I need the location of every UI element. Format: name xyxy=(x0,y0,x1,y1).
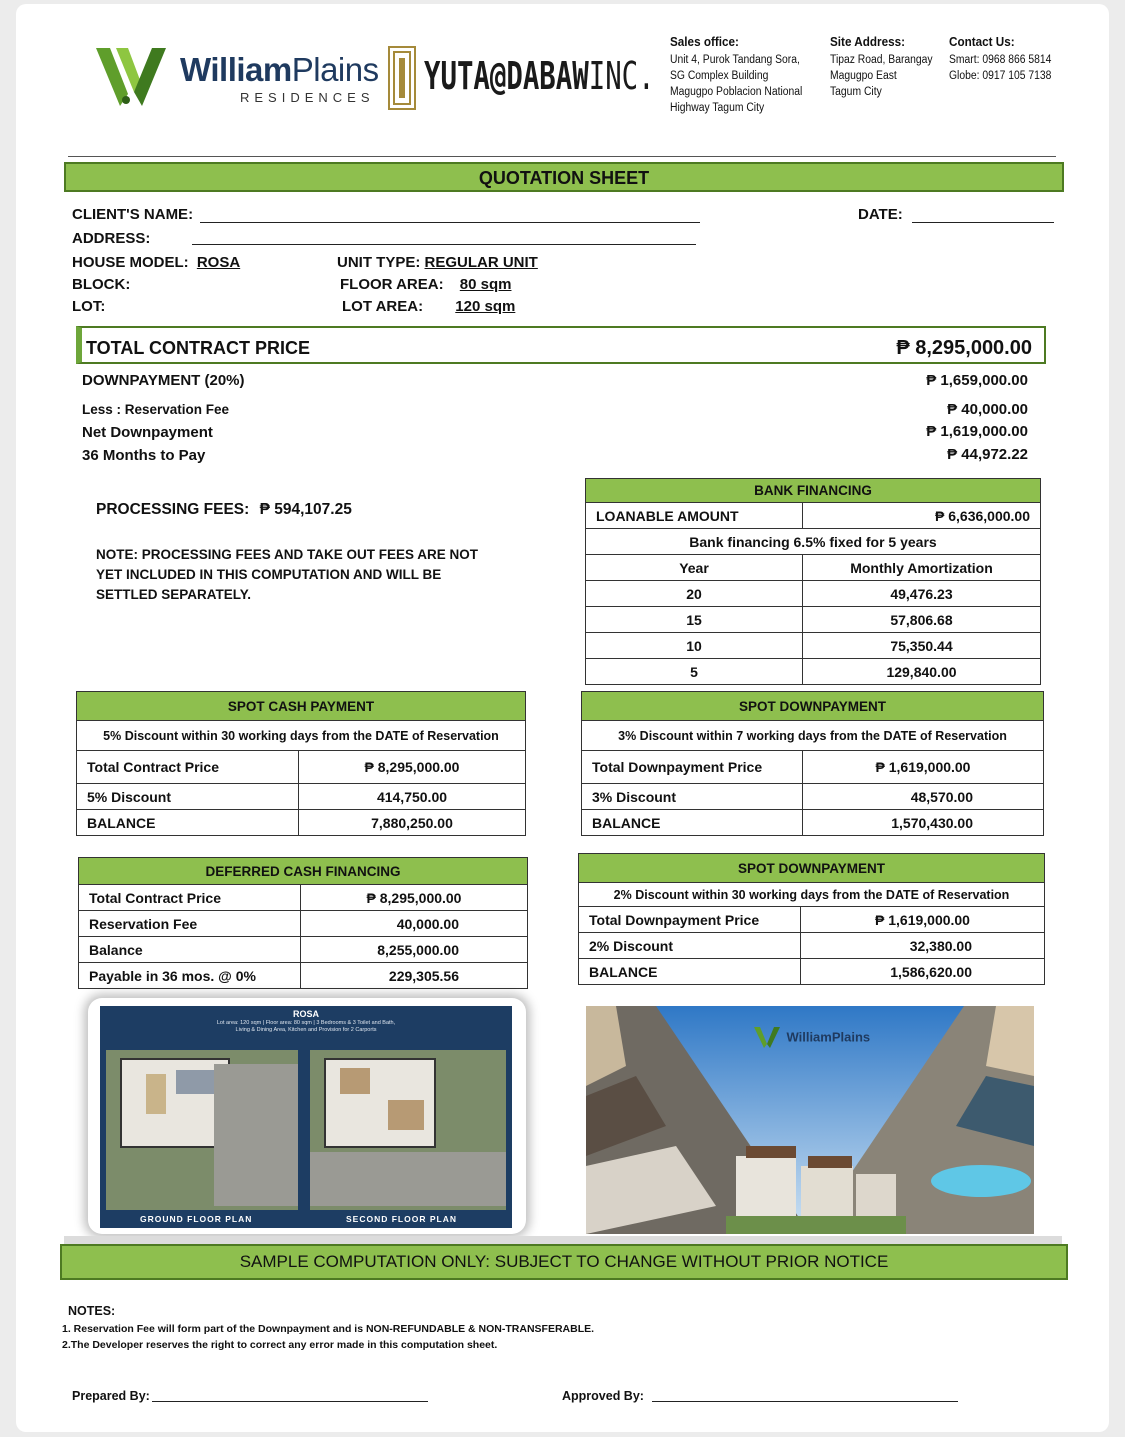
downpayment-value: ₱ 1,659,000.00 xyxy=(926,372,1028,389)
ground-floor-label: GROUND FLOOR PLAN xyxy=(140,1214,253,1224)
spot-cash-title: SPOT CASH PAYMENT xyxy=(77,692,526,721)
sales-title: Sales office: xyxy=(670,34,739,49)
note-item: 1. Reservation Fee will form part of the Downpayment and is NON-REFUNDABLE & NON-TRANSFERABLE. xyxy=(62,1323,595,1335)
lot-area-label: LOT AREA: xyxy=(342,298,424,315)
disclaimer-shadow xyxy=(64,1236,1062,1244)
note-item: 2.The Developer reserves the right to correct any error made in this computation sheet. xyxy=(62,1339,498,1351)
second-floor-plan xyxy=(310,1050,506,1210)
approved-by-label: Approved By: xyxy=(562,1389,644,1403)
col-monthly: Monthly Amortization xyxy=(803,555,1041,581)
address-field[interactable] xyxy=(192,228,696,245)
bed-shape xyxy=(388,1100,424,1130)
row-value: 1,570,430.00 xyxy=(803,810,1044,836)
table-row xyxy=(79,885,528,911)
table-row xyxy=(582,784,1044,810)
carport-ground xyxy=(214,1064,298,1206)
williamplains-logo xyxy=(96,44,176,108)
table-row xyxy=(579,933,1045,959)
floorplan-title: ROSA xyxy=(292,1009,319,1019)
spot-dp1-note: 3% Discount within 7 working days from the DATE of Reservation xyxy=(582,721,1044,751)
row-label: Total Downpayment Price xyxy=(579,907,801,933)
promo-logo xyxy=(754,1026,870,1048)
table-row xyxy=(579,959,1045,985)
address-label: ADDRESS: xyxy=(72,230,151,247)
row-label: BALANCE xyxy=(77,810,299,836)
sales-line: Magugpo Poblacion National xyxy=(670,86,803,98)
carport-second xyxy=(310,1152,506,1206)
row-value: 7,880,250.00 xyxy=(299,810,526,836)
title-top-rule xyxy=(68,156,1056,157)
table-row xyxy=(586,659,1041,685)
contact-line: Globe: 0917 105 7138 xyxy=(949,70,1052,82)
client-name-label: CLIENT'S NAME: xyxy=(72,206,194,223)
row-value: 1,586,620.00 xyxy=(801,959,1045,985)
loanable-value: ₱ 6,636,000.00 xyxy=(803,503,1041,529)
bank-financing-table xyxy=(585,478,1041,685)
unit-type-label: UNIT TYPE: xyxy=(337,254,421,271)
row-year: 5 xyxy=(586,659,803,685)
contact-title: Contact Us: xyxy=(949,34,1015,49)
site-title: Site Address: xyxy=(830,34,905,49)
partner-suffix: INC. xyxy=(588,54,655,98)
sales-line: SG Complex Building xyxy=(670,70,769,82)
house-model-label: HOUSE MODEL: xyxy=(72,254,189,271)
sales-line: Highway Tagum City xyxy=(670,102,765,114)
partner-main: YUTA@DABAW xyxy=(424,54,589,98)
table-row xyxy=(77,810,526,836)
caption-line: Lot area: 120 sqm | Floor area: 80 sqm | 3 Bedrooms & 3 Toilet and Bath, xyxy=(216,1020,396,1026)
net-dp-value: ₱ 1,619,000.00 xyxy=(926,423,1028,440)
rate-note: Bank financing 6.5% fixed for 5 years xyxy=(586,529,1041,555)
caption-line: Living & Dining Area, Kitchen and Provision for 2 Carports xyxy=(235,1027,377,1033)
date-field[interactable] xyxy=(912,206,1054,223)
row-label: 3% Discount xyxy=(582,784,803,810)
second-floor-label: SECOND FLOOR PLAN xyxy=(346,1214,457,1224)
prepared-by-field[interactable] xyxy=(152,1388,428,1402)
row-label: 5% Discount xyxy=(77,784,299,810)
house-model-value: ROSA xyxy=(196,254,241,271)
row-year: 10 xyxy=(586,633,803,659)
lot-label: LOT: xyxy=(72,298,106,315)
row-value: ₱ 1,619,000.00 xyxy=(801,907,1045,933)
site-line: Magugpo East xyxy=(830,70,897,82)
sofa-shape xyxy=(176,1070,216,1094)
floor-plan-panel xyxy=(100,1006,512,1228)
row-label: 2% Discount xyxy=(579,933,801,959)
months-label: 36 Months to Pay xyxy=(82,447,206,464)
row-value: 229,305.56 xyxy=(301,963,528,989)
row-value: 414,750.00 xyxy=(299,784,526,810)
note-line: NOTE: PROCESSING FEES AND TAKE OUT FEES ARE NOT xyxy=(96,547,479,562)
table-row xyxy=(582,810,1044,836)
site-line: Tagum City xyxy=(830,86,882,98)
sales-office xyxy=(670,34,802,116)
deferred-title: DEFERRED CASH FINANCING xyxy=(79,858,528,885)
dining-table xyxy=(146,1074,166,1114)
row-amount: 49,476.23 xyxy=(803,581,1041,607)
table-row xyxy=(79,937,528,963)
lot-area-value: 120 sqm xyxy=(455,298,516,315)
row-value: ₱ 8,295,000.00 xyxy=(299,751,526,784)
spot-downpayment-3pct-table xyxy=(581,691,1044,836)
brand-tagline: RESIDENCES xyxy=(240,90,375,105)
processing-note xyxy=(96,545,478,605)
col-year: Year xyxy=(586,555,803,581)
floorplan-caption xyxy=(100,1020,512,1034)
unit-type-value: REGULAR UNIT xyxy=(424,254,538,271)
spot-cash-note: 5% Discount within 30 working days from the DATE of Reservation xyxy=(77,721,526,751)
approved-by-field[interactable] xyxy=(652,1388,958,1402)
row-value: 48,570.00 xyxy=(803,784,1044,810)
promo-logo-text: WilliamPlains xyxy=(786,1029,871,1045)
table-row xyxy=(582,751,1044,784)
row-year: 15 xyxy=(586,607,803,633)
table-row xyxy=(579,907,1045,933)
contact-us xyxy=(949,34,1051,84)
floor-plan-image xyxy=(88,998,526,1234)
row-value: 32,380.00 xyxy=(801,933,1045,959)
row-year: 20 xyxy=(586,581,803,607)
row-label: Reservation Fee xyxy=(79,911,301,937)
downpayment-label: DOWNPAYMENT (20%) xyxy=(82,372,245,389)
row-value: ₱ 1,619,000.00 xyxy=(803,751,1044,784)
page-title xyxy=(64,162,1064,192)
tcp-bar xyxy=(76,326,1046,364)
reservation-label: Less : Reservation Fee xyxy=(82,402,230,417)
tcp-label: TOTAL CONTRACT PRICE xyxy=(86,338,310,358)
row-label: Total Contract Price xyxy=(77,751,299,784)
note-line: SETTLED SEPARATELY. xyxy=(96,587,252,602)
net-dp-label: Net Downpayment xyxy=(82,424,213,441)
disclaimer-bar xyxy=(60,1244,1068,1280)
row-label: BALANCE xyxy=(582,810,803,836)
floor-area-value: 80 sqm xyxy=(459,276,512,293)
spot-dp2-note: 2% Discount within 30 working days from the DATE of Reservation xyxy=(579,883,1045,907)
block-label: BLOCK: xyxy=(72,276,131,293)
spot-dp2-title: SPOT DOWNPAYMENT xyxy=(579,854,1045,883)
yuta-logo-icon xyxy=(388,46,416,110)
row-value: ₱ 8,295,000.00 xyxy=(301,885,528,911)
table-row xyxy=(586,607,1041,633)
deferred-cash-table xyxy=(78,857,528,989)
note-line: YET INCLUDED IN THIS COMPUTATION AND WILL BE xyxy=(96,567,442,582)
row-amount: 129,840.00 xyxy=(803,659,1041,685)
promo-image xyxy=(586,1006,1034,1234)
row-label: Total Contract Price xyxy=(79,885,301,911)
w-logo-icon xyxy=(96,44,176,108)
row-label: BALANCE xyxy=(579,959,801,985)
spot-cash-table xyxy=(76,691,526,836)
row-value: 40,000.00 xyxy=(301,911,528,937)
brand-sub: Plains xyxy=(291,51,379,88)
w-logo-icon xyxy=(754,1026,782,1048)
row-amount: 75,350.44 xyxy=(803,633,1041,659)
table-row xyxy=(77,751,526,784)
notes-title: NOTES: xyxy=(68,1304,116,1318)
brand-name xyxy=(180,52,379,88)
spot-downpayment-2pct-table xyxy=(578,853,1045,985)
tcp-value: ₱ 8,295,000.00 xyxy=(896,337,1032,359)
ground-floor-plan xyxy=(106,1050,298,1210)
months-value: ₱ 44,972.22 xyxy=(947,446,1028,463)
processing-value: ₱ 594,107.25 xyxy=(259,501,352,518)
row-label: Payable in 36 mos. @ 0% xyxy=(79,963,301,989)
bed-shape xyxy=(340,1068,370,1094)
row-value: 8,255,000.00 xyxy=(301,937,528,963)
processing-label: PROCESSING FEES: xyxy=(96,501,250,518)
table-row xyxy=(77,784,526,810)
table-row xyxy=(79,911,528,937)
date-label: DATE: xyxy=(858,206,903,223)
site-address xyxy=(830,34,933,100)
floor-area-label: FLOOR AREA: xyxy=(340,276,444,293)
row-amount: 57,806.68 xyxy=(803,607,1041,633)
table-row xyxy=(586,581,1041,607)
row-label: Balance xyxy=(79,937,301,963)
page-title-text: QUOTATION SHEET xyxy=(478,168,650,188)
notes-list xyxy=(62,1321,594,1353)
loanable-label: LOANABLE AMOUNT xyxy=(586,503,803,529)
brand-main: William xyxy=(180,51,292,88)
row-label: Total Downpayment Price xyxy=(582,751,803,784)
site-line: Tipaz Road, Barangay xyxy=(830,54,933,66)
sales-line: Unit 4, Purok Tandang Sora, xyxy=(670,54,800,66)
spot-dp1-title: SPOT DOWNPAYMENT xyxy=(582,692,1044,721)
contact-line: Smart: 0968 866 5814 xyxy=(949,54,1052,66)
bank-title: BANK FINANCING xyxy=(586,479,1041,503)
table-row xyxy=(586,633,1041,659)
partner-name xyxy=(424,54,655,98)
disclaimer-text: SAMPLE COMPUTATION ONLY: SUBJECT TO CHANGE WITHOUT PRIOR NOTICE xyxy=(239,1252,889,1271)
client-name-field[interactable] xyxy=(200,206,700,223)
table-row xyxy=(79,963,528,989)
prepared-by-label: Prepared By: xyxy=(72,1389,150,1403)
reservation-value: ₱ 40,000.00 xyxy=(947,401,1028,418)
